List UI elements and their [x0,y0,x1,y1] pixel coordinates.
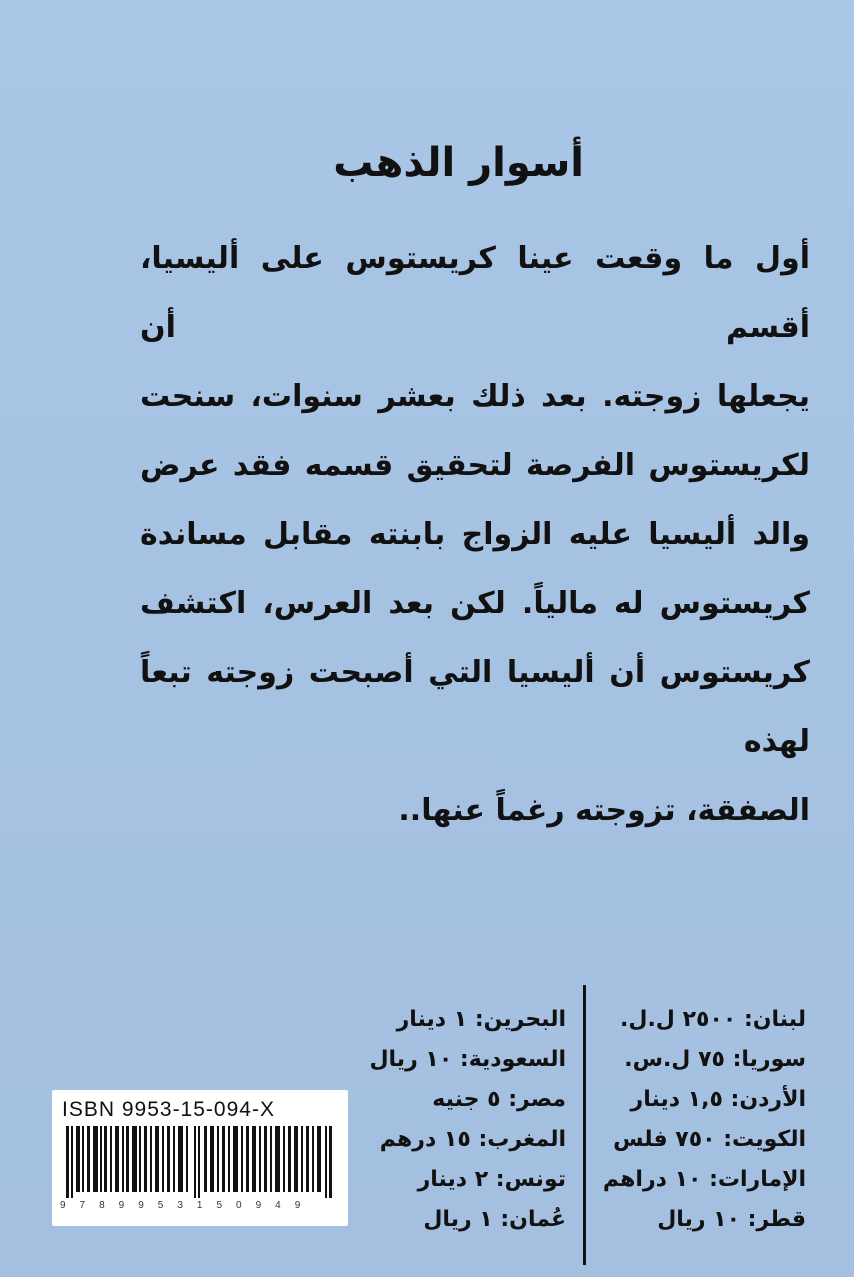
price-row: عُمان: ١ ريال [423,1207,566,1232]
price-row: المغرب: ١٥ درهم [379,1127,566,1152]
blurb-line: كريستوس أن أليسيا التي أصبحت زوجته تبعاً لهذه [140,655,810,759]
price-row: الكويت: ٧٥٠ فلس [613,1127,806,1152]
barcode-icon [66,1126,334,1198]
price-row: تونس: ٢ دينار [417,1167,566,1192]
price-row: سوريا: ٧٥ ل.س. [624,1047,806,1072]
price-list-left [360,1000,566,1240]
blurb-line: أول ما وقعت عينا كريستوس على أليسيا، أقسم أن [140,241,810,345]
blurb-line: كريستوس له مالياً. لكن بعد العرس، اكتشف [140,586,810,621]
price-row: قطر: ١٠ ريال [657,1207,806,1232]
blurb [140,224,810,845]
price-row: البحرين: ١ دينار [396,1007,566,1032]
price-row: لبنان: ٢٥٠٠ ل.ل. [620,1007,806,1032]
blurb-line: الصفقة، تزوجته رغماً عنها.. [398,793,810,828]
barcode-digits: 9789953150949 [60,1200,315,1211]
price-row: الأردن: ١,٥ دينار [630,1087,806,1112]
blurb-line: يجعلها زوجته. بعد ذلك بعشر سنوات، سنحت [140,379,810,414]
price-row: السعودية: ١٠ ريال [369,1047,566,1072]
isbn-text: ISBN 9953-15-094-X [62,1098,275,1121]
price-row: الإمارات: ١٠ دراهم [602,1167,806,1192]
blurb-line: والد أليسيا عليه الزواج بابنته مقابل مساندة [140,517,810,552]
blurb-line: لكريستوس الفرصة لتحقيق قسمه فقد عرض [140,448,810,483]
book-title: أسوار الذهب [333,140,584,186]
price-row: مصر: ٥ جنيه [432,1087,566,1112]
price-list-right [600,1000,806,1240]
price-divider [583,985,586,1265]
